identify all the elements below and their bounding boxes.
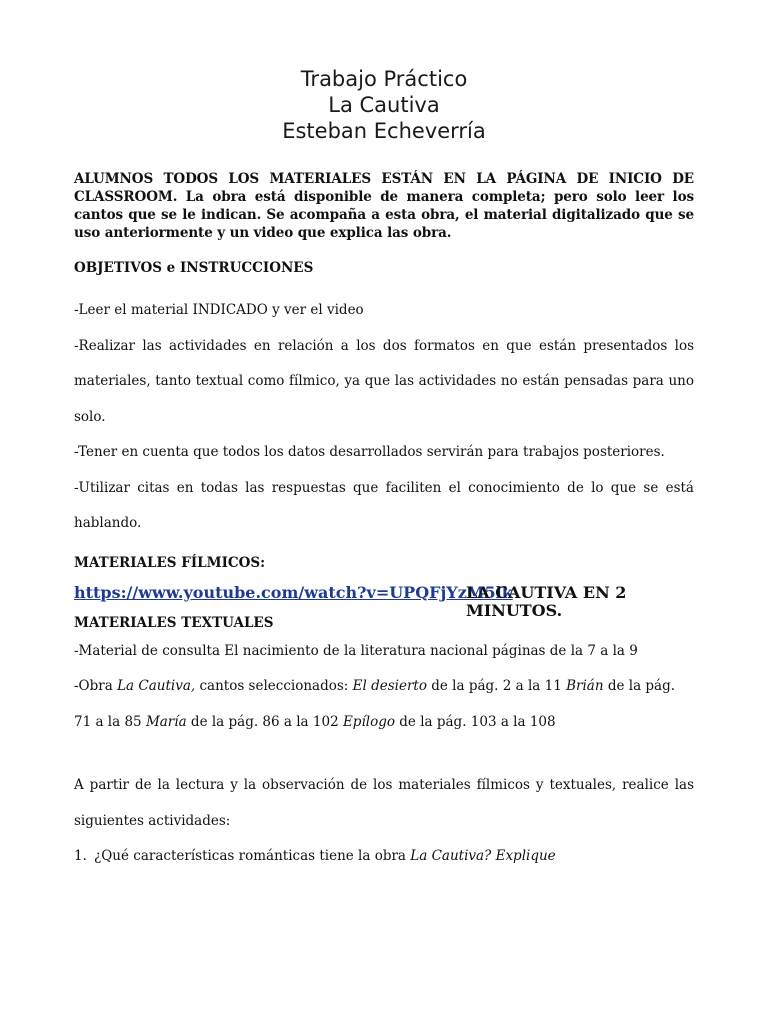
video-link-row bbox=[74, 582, 694, 620]
instruction-item: -Realizar las actividades en relación a los dos formatos en que están presentados los materiales, tanto textual como fílmico, ya que las actividades no están pensadas para uno solo. bbox=[74, 337, 694, 425]
filmicos-heading: MATERIALES FÍLMICOS: bbox=[74, 554, 266, 571]
canto-pages: de la pág. 71 a la 85 bbox=[74, 678, 676, 730]
instruction-item: -Leer el material INDICADO y ver el video bbox=[74, 302, 364, 318]
title-line-1: Trabajo Práctico bbox=[300, 67, 468, 91]
document-page bbox=[74, 66, 694, 875]
title-line-3: Esteban Echeverría bbox=[282, 119, 486, 143]
instruction-item: -Tener en cuenta que todos los datos desarrollados servirán para trabajos posteriores. bbox=[74, 444, 665, 460]
title-line-2: La Cautiva bbox=[328, 93, 440, 117]
objectives-heading: OBJETIVOS e INSTRUCCIONES bbox=[74, 260, 314, 276]
closing-paragraph: A partir de la lectura y la observación de los materiales fílmicos y textuales, realice las siguientes actividades: bbox=[74, 777, 694, 829]
canto-name: El desierto bbox=[352, 678, 427, 694]
instruction-item: -Utilizar citas en todas las respuestas que faciliten el conocimiento de lo que se está hablando. bbox=[74, 479, 694, 531]
intro-paragraph: ALUMNOS TODOS LOS MATERIALES ESTÁN EN LA PÁGINA DE INICIO DE CLASSROOM. La obra está disponible de manera completa; pero solo leer los cantos que se le indican. Se acompaña a esta obra, el material digitalizado que se uso anteriormente y un video que explica las obra. bbox=[74, 171, 694, 241]
cantos-label: cantos seleccionados: bbox=[195, 678, 353, 694]
canto-pages: de la pág. 2 a la 11 bbox=[426, 678, 567, 694]
question-item bbox=[74, 839, 694, 875]
spacer bbox=[74, 740, 694, 768]
obra-prefix: -Obra bbox=[74, 678, 118, 694]
document-title bbox=[74, 66, 694, 144]
question-work-title: La Cautiva? Explique bbox=[410, 848, 556, 864]
video-link[interactable]: https://www.youtube.com/watch?v=UPQFjYzM5lk bbox=[74, 582, 513, 602]
question-text: ¿Qué características románticas tiene la obra bbox=[94, 848, 411, 864]
canto-pages: de la pág. 86 a la 102 bbox=[186, 713, 343, 730]
canto-name: Epílogo bbox=[342, 713, 395, 730]
textuales-heading: MATERIALES TEXTUALES bbox=[74, 614, 274, 631]
obra-title: La Cautiva, bbox=[117, 678, 196, 694]
canto-name: Brián bbox=[566, 678, 604, 694]
question-number: 1. bbox=[74, 848, 87, 864]
canto-name: María bbox=[145, 713, 187, 730]
obra-material bbox=[74, 669, 694, 740]
consulta-material: -Material de consulta El nacimiento de la literatura nacional páginas de la 7 a la 9 bbox=[74, 642, 638, 659]
canto-pages: de la pág. 103 a la 108 bbox=[394, 713, 556, 730]
video-title: LA CAUTIVA EN 2 MINUTOS. bbox=[466, 582, 627, 620]
